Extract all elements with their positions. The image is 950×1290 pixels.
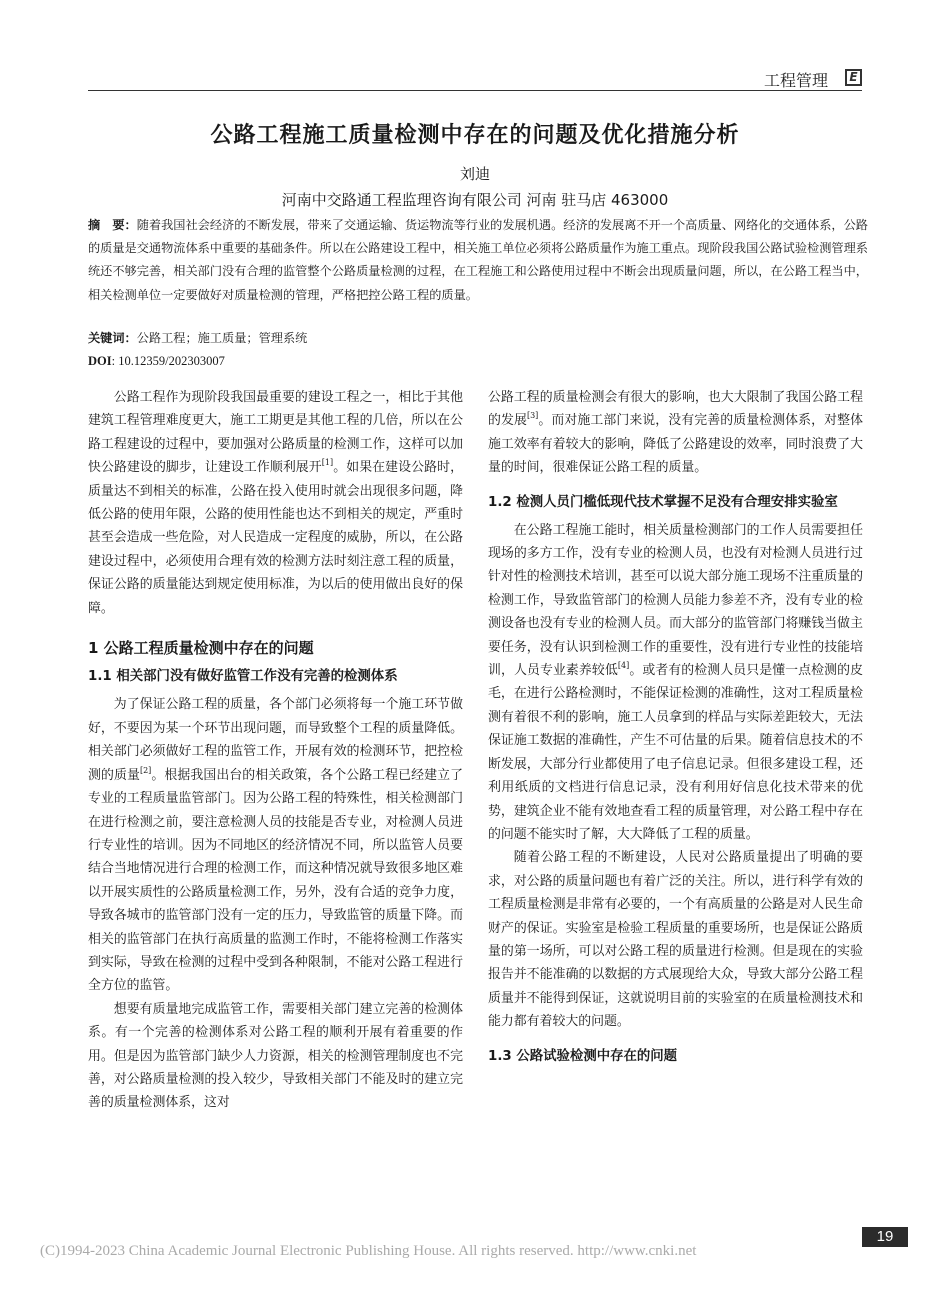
- abstract-text: 随着我国社会经济的不断发展，带来了交通运输、货运物流等行业的发展机遇。经济的发展离不开一个高质量、网络化的交通体系，公路的质量是交通物流体系中重要的基础条件。所以在公路建设工程中，相关施工单位必须将公路质量作为施工重点。现阶段我国公路试验检测管理系统还不够完善，相关部门没有合理的监管整个公路质量检测的过程，在工程施工和公路使用过程中不断会出现质量问题，所以，在公路工程当中，相关检测单位一定要做好对质量检测的管理，严格把控公路工程的质量。: [88, 218, 868, 302]
- copyright-footer: (C)1994-2023 China Academic Journal Electronic Publishing House. All rights reserved. http://www.cnki.net: [40, 1243, 697, 1259]
- section-1-1-paragraph-2: 想要有质量地完成监管工作，需要相关部门建立完善的检测体系。有一个完善的检测体系对公路工程的顺利开展有着重要的作用。但是因为监管部门缺少人力资源，相关的检测管理制度也不完善，对公路质量检测的投入较少，导致相关部门不能及时的建立完善的质量检测体系，这对: [88, 1001, 463, 1111]
- right-column: [488, 386, 863, 1073]
- citation-ref[interactable]: [1]: [321, 458, 334, 468]
- section-1-1-heading: 1.1 相关部门没有做好监管工作没有完善的检测体系: [88, 669, 398, 685]
- header-divider: [88, 90, 862, 91]
- author-affiliation: 河南中交路通工程监理咨询有限公司 河南 驻马店 463000: [281, 191, 669, 209]
- doi-value: : 10.12359/202303007: [111, 354, 225, 368]
- section-1-1-paragraph-2-cont: 公路工程的质量检测会有很大的影响，也大大限制了我国公路工程的发展[3]。而对施工部门来说，没有完善的质量检测体系，对整体施工效率有着较大的影响，降低了公路建设的效率，同时浪费了大量的时间，很难保证公路工程的质量。: [488, 390, 864, 476]
- doi: [88, 354, 225, 369]
- article-title: 公路工程施工质量检测中存在的问题及优化措施分析: [210, 123, 740, 148]
- section-1-3-heading: 1.3 公路试验检测中存在的问题: [488, 1048, 678, 1064]
- section-1-2-paragraph-1: 在公路工程施工能时，相关质量检测部门的工作人员需要担任现场的多方工作，没有专业的检测人员，也没有对检测人员进行过针对性的检测技术培训，甚至可以说大部分施工现场不注重质量的检测工作，导致监管部门的检测人员能力参差不齐，没有专业的检测设备也没有专业的检测人员。而大部分的监管部门将赚钱当做主要任务，没有认识到检测工作的重要性，没有进行专业性的技能培训，人员专业素养较低[4]。或者有的检测人员只是懂一点检测的皮毛，在进行公路检测时，不能保证检测的准确性，这对工程质量检测有着很不利的影响，施工人员拿到的样品与实际差距较大，无法保证施工数据的准确性，产生不可估量的后果。随着信息技术的不断发展，大部分行业都使用了电子信息记录。但很多建设工程，还利用纸质的文档进行信息记录，没有利用好信息化技术带来的优势，建筑企业不能有效地查看工程的质量管理，对公路工程中存在的问题不能实时了解，大大降低了工程的质量。: [488, 522, 864, 842]
- abstract: [88, 214, 868, 307]
- keywords: [88, 329, 868, 346]
- keywords-label: 关键词：: [88, 331, 137, 345]
- section-1-heading: 1 公路工程质量检测中存在的问题: [88, 639, 314, 658]
- journal-section-label: 工程管理: [764, 71, 829, 90]
- section-1-2-paragraph-2: 随着公路工程的不断建设，人民对公路质量提出了明确的要求，对公路的质量问题也有着广泛的关注。所以，进行科学有效的工程质量检测是非常有必要的，一个有高质量的公路是对人民生命财产的保证。实验室是检验工程质量的重要场所，也是保证公路质量的第一场所，可以对公路工程的质量进行检测。但是现在的实验报告并不能准确的以数据的方式展现给大众，导致大部分公路工程质量并不能得到保证，这就说明目前的实验室的在质量检测技术和能力都有着较大的问题。: [488, 850, 863, 1030]
- section-1-2-heading: 1.2 检测人员门槛低现代技术掌握不足没有合理安排实验室: [488, 494, 838, 510]
- intro-paragraph: 公路工程作为现阶段我国最重要的建设工程之一，相比于其他建筑工程管理难度更大，施工工期更是其他工程的几倍，所以在公路工程建设的过程中，要加强对公路质量的检测工作，这样可以加快公路建设的脚步，让建设工作顺利展开[1]。如果在建设公路时，质量达不到相关的标准，公路在投入使用时就会出现很多问题，降低公路的使用年限，公路的使用性能也达不到相关的规定，严重时甚至会造成一些危险，对人民造成一定程度的威胁，所以，在公路建设过程中，必须使用合理有效的检测方法时刻注意工程的质量，保证公路的质量能达到规定使用标准，为以后的使用做出良好的保障。: [88, 390, 464, 616]
- citation-ref[interactable]: [2]: [139, 765, 152, 775]
- journal-logo-icon: E: [845, 69, 862, 86]
- author-name: 刘迪: [459, 165, 490, 183]
- citation-ref[interactable]: [4]: [617, 661, 630, 671]
- doi-label: DOI: [88, 354, 112, 368]
- page-number: 19: [862, 1227, 908, 1247]
- left-column: [88, 386, 463, 1115]
- citation-ref[interactable]: [3]: [526, 411, 539, 421]
- keywords-text: 公路工程；施工质量；管理系统: [136, 331, 308, 345]
- section-1-1-paragraph-1: 为了保证公路工程的质量，各个部门必须将每一个施工环节做好，不要因为某一个环节出现问题，而导致整个工程的质量降低。相关部门必须做好工程的监管工作，开展有效的检测环节，把控检测的质量[2]。根据我国出台的相关政策，各个公路工程已经建立了专业的工程质量监管部门。因为公路工程的特殊性，相关检测部门在进行检测之前，要注意检测人员的技能是否专业，对检测人员进行专业性的培训。因为不同地区的经济情况不同，所以监管人员要结合当地情况进行合理的检测工作，而这种情况就导致很多地区难以开展实质性的公路质量检测工作，另外，没有合适的竞争力度，导致各城市的监管部门没有一定的压力，导致监管的质量下降。而相关的监管部门在执行高质量的监测工作时，不能将检测工作落实到实际，导致在检测的过程中受到各种限制，不能对公路工程进行全方位的监管。: [88, 697, 464, 994]
- abstract-label: 摘 要：: [88, 218, 137, 232]
